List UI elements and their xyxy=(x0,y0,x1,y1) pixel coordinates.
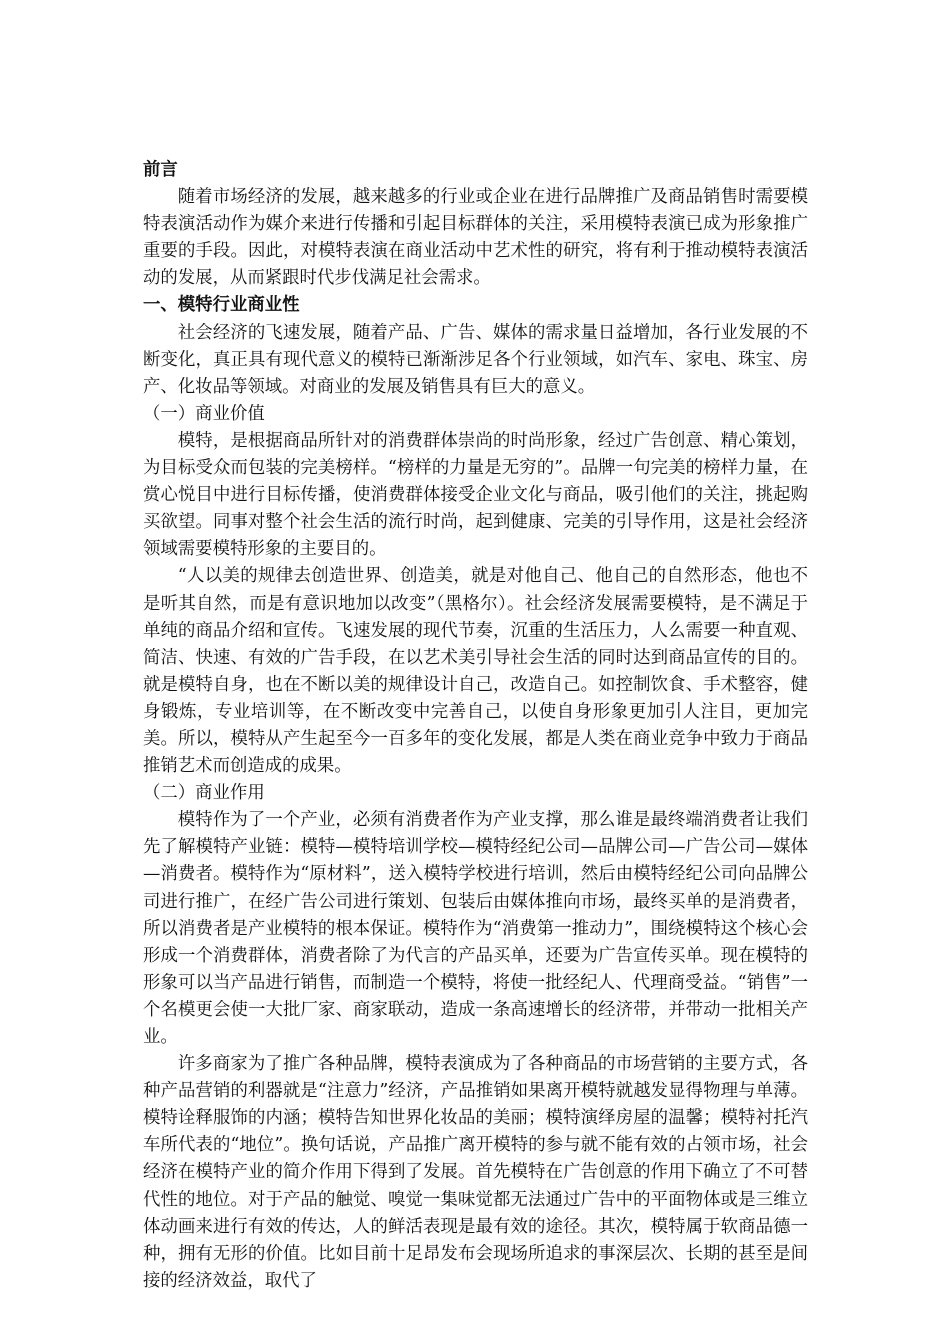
section-heading: 一、模特行业商业性 xyxy=(143,295,300,316)
document-page xyxy=(143,157,808,1295)
section-intro-paragraph: 社会经济的飞速发展，随着产品、广告、媒体的需求量日益增加，各行业发展的不断变化，真正具有现代意义的模特已渐渐涉足各个行业领域，如汽车、家电、珠宝、房产、化妆品等领域。对商业的发展及销售具有巨大的意义。 xyxy=(143,322,808,397)
preface-heading: 前言 xyxy=(143,160,178,180)
commercial-value-paragraph-1: 模特，是根据商品所针对的消费群体崇尚的时尚形象，经过广告创意、精心策划，为目标受众而包装的完美榜样。“榜样的力量是无穷的”。品牌一句完美的榜样力量，在赏心悦目中进行目标传播，使消费群体接受企业文化与商品，吸引他们的关注，挑起购买欲望。同事对整个社会生活的流行时尚，起到健康、完美的引导作用，这是社会经济领域需要模特形象的主要目的。 xyxy=(143,430,808,560)
subsection-heading-commercial-role: （二）商业作用 xyxy=(143,783,265,804)
commercial-role-paragraph-2: 许多商家为了推广各种品牌，模特表演成为了各种商品的市场营销的主要方式，各种产品营销的利器就是“注意力”经济，产品推销如果离开模特就越发显得物理与单薄。模特诠释服饰的内涵；模特告知世界化妆品的美丽；模特演绎房屋的温馨；模特衬托汽车所代表的“地位”。换句话说，产品推广离开模特的参与就不能有效的占领市场，社会经济在模特产业的简介作用下得到了发展。首先模特在广告创意的作用下确立了不可替代性的地位。对于产品的触觉、嗅觉一集味觉都无法通过广告中的平面物体或是三维立体动画来进行有效的传达，人的鲜活表现是最有效的途径。其次，模特属于软商品德一种，拥有无形的价值。比如目前十足昂发布会现场所追求的事深层次、长期的甚至是间接的经济效益，取代了 xyxy=(143,1054,808,1291)
subsection-heading-commercial-value: （一）商业价值 xyxy=(143,403,265,424)
commercial-value-paragraph-2: “人以美的规律去创造世界、创造美，就是对他自己、他自己的自然形态，他也不是听其自然，而是有意识地加以改变”（黑格尔）。社会经济发展需要模特，是不满足于单纯的商品介绍和宣传。飞速发展的现代节奏，沉重的生活压力，人么需要一种直观、简洁、快速、有效的广告手段，在以艺术美引导社会生活的同时达到商品宣传的目的。就是模特自身，也在不断以美的规律设计自己，改造自己。如控制饮食、手术整容，健身锻炼，专业培训等，在不断改变中完善自己，以使自身形象更加引人注目，更加完美。所以，模特从产生起至今一百多年的变化发展，都是人类在商业竞争中致力于商品推销艺术而创造成的成果。 xyxy=(143,566,808,777)
preface-paragraph: 随着市场经济的发展，越来越多的行业或企业在进行品牌推广及商品销售时需要模特表演活动作为媒介来进行传播和引起目标群体的关注，采用模特表演已成为形象推广重要的手段。因此，对模特表演在商业活动中艺术性的研究，将有利于推动模特表演活动的发展，从而紧跟时代步伐满足社会需求。 xyxy=(143,187,808,289)
commercial-role-paragraph-1: 模特作为了一个产业，必须有消费者作为产业支撑，那么谁是最终端消费者让我们先了解模特产业链：模特—模特培训学校—模特经纪公司—品牌公司—广告公司—媒体—消费者。模特作为“原材料”，送入模特学校进行培训，然后由模特经纪公司向品牌公司进行推广，在经广告公司进行策划、包装后由媒体推向市场，最终买单的是消费者，所以消费者是产业模特的根本保证。模特作为“消费第一推动力”，围绕模特这个核心会形成一个消费群体，消费者除了为代言的产品买单，还要为广告宣传买单。现在模特的形象可以当产品进行销售，而制造一个模特，将使一批经纪人、代理商受益。“销售”一个名模更会使一大批厂家、商家联动，造成一条高速增长的经济带，并带动一批相关产业。 xyxy=(143,810,808,1047)
